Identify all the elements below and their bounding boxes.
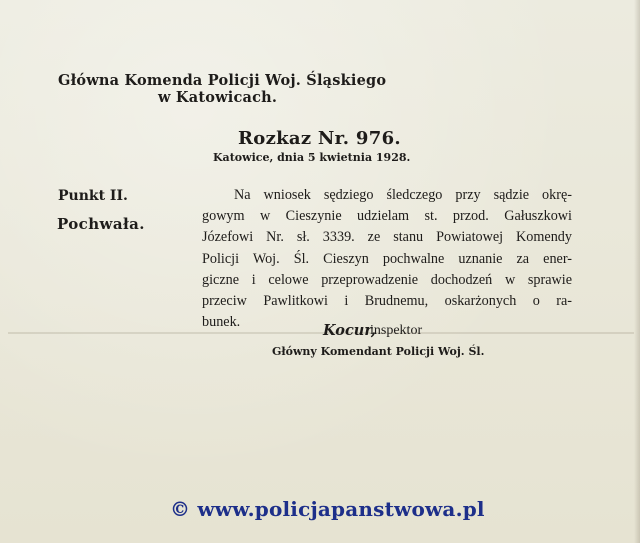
body-line: bunek. [202, 314, 241, 331]
order-body [202, 185, 572, 333]
section-heading: Pochwała. [57, 215, 145, 233]
body-line: Policji Woj. Śl. Cieszyn pochwalne uznanie za ener- [202, 250, 572, 267]
signatory-name: Kocur, [323, 322, 376, 339]
body-line: Józefowi Nr. sł. 3339. ze stanu Powiatowej Komendy [202, 229, 572, 246]
paper-edge-shadow [634, 0, 640, 543]
signatory-role: inspektor [370, 323, 423, 338]
order-date: Katowice, dnia 5 kwietnia 1928. [213, 151, 411, 164]
watermark: © www.policjapanstwowa.pl [170, 497, 485, 521]
signatory-title: Główny Komendant Policji Woj. Śl. [272, 345, 485, 358]
body-line: gowym w Cieszynie udzielam st. przod. Gałuszkowi [202, 208, 572, 225]
body-line: giczne i celowe przeprowadzenie dochodzeń w sprawie [202, 271, 572, 288]
issuer-location: w Katowicach. [158, 89, 278, 106]
body-line: przeciw Pawlitkowi i Brudnemu, oskarżonych o ra- [202, 293, 572, 310]
body-line: Na wniosek sędziego śledczego przy sądzie okrę- [234, 187, 572, 203]
order-title: Rozkaz Nr. 976. [238, 128, 401, 149]
section-point: Punkt II. [58, 188, 128, 204]
issuer-name: Główna Komenda Policji Woj. Śląskiego [58, 72, 387, 89]
